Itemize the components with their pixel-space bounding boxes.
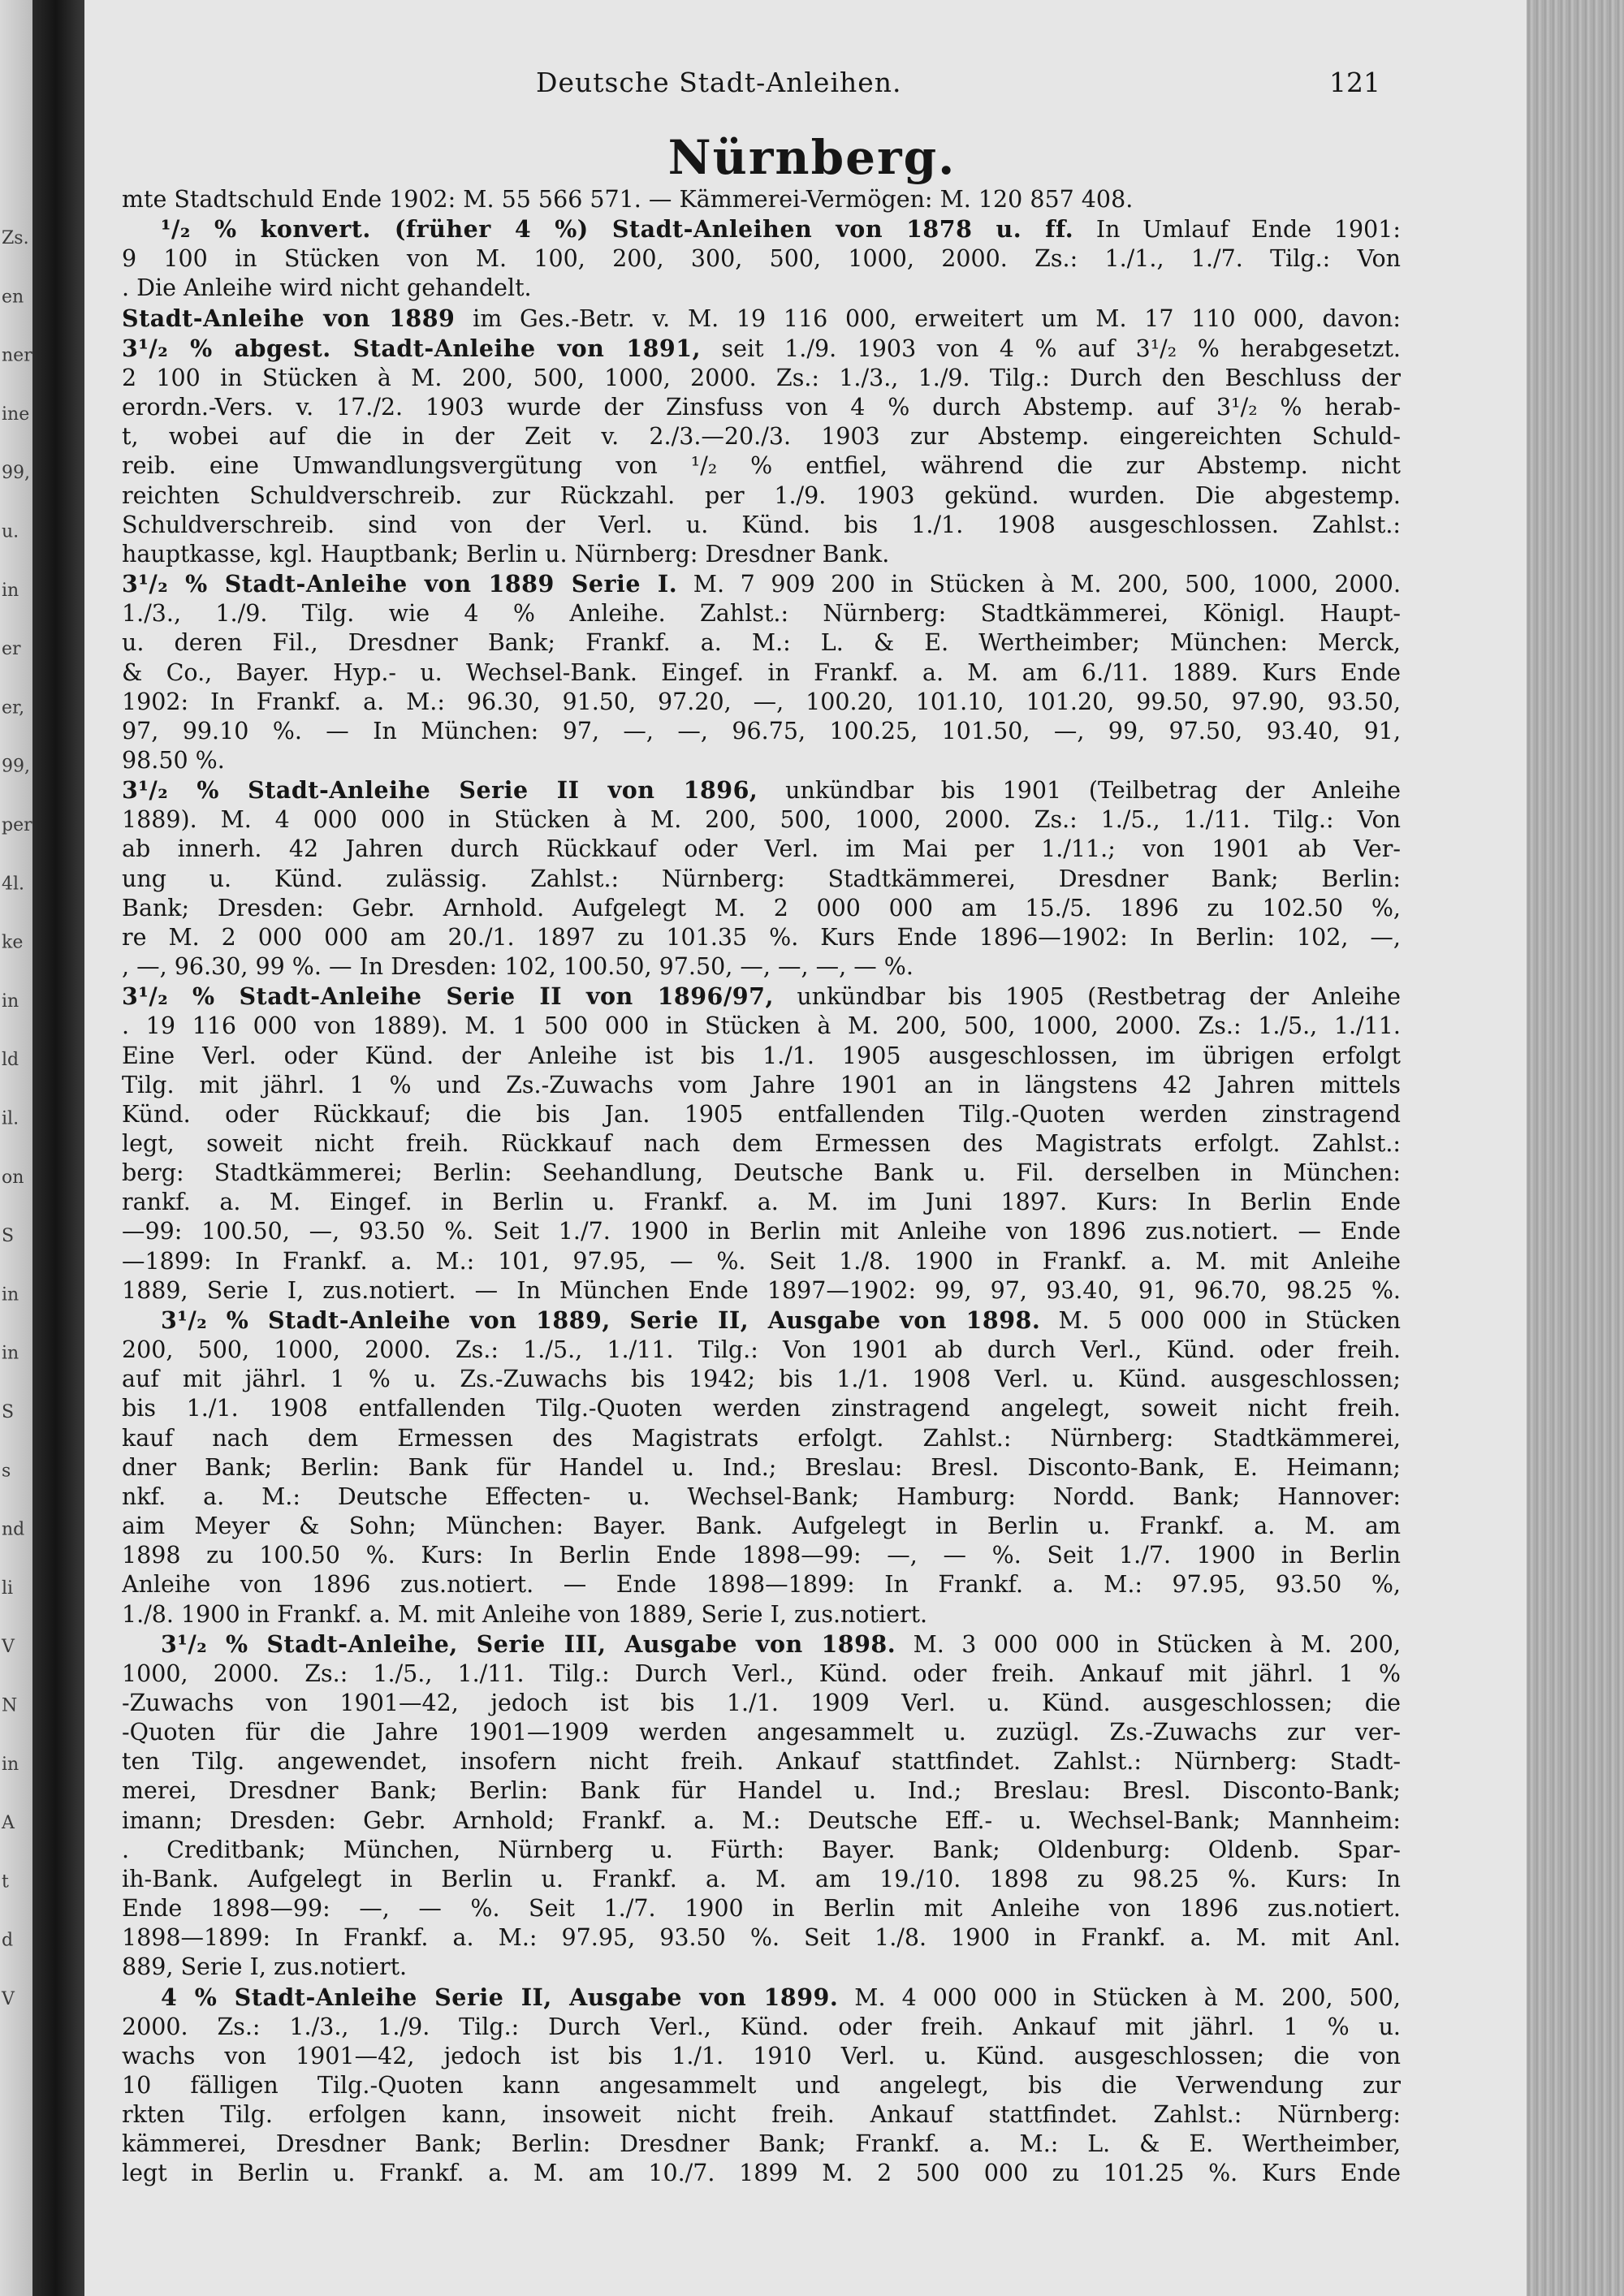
text-line bbox=[122, 1865, 1401, 1894]
running-title: Deutsche Stadt-Anleihen. bbox=[536, 67, 902, 98]
line-text: seit 1./9. 1903 von 4 % auf 3¹/₂ % herabgesetzt. bbox=[701, 334, 1401, 362]
line-text: 889, Serie I, zus.notiert. bbox=[122, 1953, 408, 1981]
margin-fragment: li bbox=[2, 1577, 14, 1599]
line-text: dner Bank; Berlin: Bank für Handel u. Ind.; Breslau: Bresl. Disconto-Bank, E. Heimann; bbox=[122, 1453, 1401, 1481]
text-line bbox=[122, 304, 1401, 334]
line-text: 9 100 in Stücken von M. 100, 200, 300, 500, 1000, 2000. Zs.: 1./1., 1./7. Tilg.: Von bbox=[122, 245, 1401, 273]
text-line bbox=[122, 1306, 1401, 1336]
text-line bbox=[122, 1570, 1401, 1599]
line-text: u. deren Fil., Dresdner Bank; Frankf. a. M.: L. & E. Wertheimber; München: Merck, bbox=[122, 629, 1401, 657]
text-line bbox=[122, 2042, 1401, 2071]
line-text: & Co., Bayer. Hyp.- u. Wechsel-Bank. Eingef. in Frankf. a. M. am 6./11. 1889. Kurs Ende bbox=[122, 658, 1401, 686]
line-text: Eine Verl. oder Künd. der Anleihe ist bis 1./1. 1905 ausgeschlossen, im übrigen erfolgt bbox=[122, 1042, 1401, 1069]
text-line bbox=[122, 894, 1401, 923]
text-line bbox=[122, 865, 1401, 894]
book-binding bbox=[0, 0, 32, 2296]
line-text: Bank; Dresden: Gebr. Arnhold. Aufgelegt M. 2 000 000 am 15./5. 1896 zu 102.50 %, bbox=[122, 894, 1401, 921]
loan-heading: 3¹/₂ % abgest. Stadt-Anleihe von 1891, bbox=[122, 334, 702, 362]
line-text: . Die Anleihe wird nicht gehandelt. bbox=[122, 274, 532, 302]
line-text: -Quoten für die Jahre 1901—1909 werden angesammelt u. zuzügl. Zs.-Zuwachs zur ver- bbox=[122, 1719, 1401, 1746]
text-line bbox=[122, 451, 1401, 481]
text-line bbox=[122, 1276, 1401, 1306]
text-line bbox=[122, 1923, 1401, 1953]
text-line bbox=[122, 481, 1401, 511]
text-line bbox=[122, 805, 1401, 835]
line-text: imann; Dresden: Gebr. Arnhold; Frankf. a. M.: Deutsche Eff.- u. Wechsel-Bank; Mannheim: bbox=[122, 1806, 1401, 1834]
line-text: M. 5 000 000 in Stücken bbox=[1040, 1306, 1401, 1334]
text-line bbox=[122, 688, 1401, 717]
margin-fragment: 99, bbox=[2, 463, 30, 484]
line-text: 97, 99.10 %. — In München: 97, —, —, 96.75, 100.25, 101.50, —, 99, 97.50, 93.40, 91, bbox=[122, 717, 1401, 744]
margin-fragment: nd bbox=[2, 1519, 25, 1540]
text-line bbox=[122, 2071, 1401, 2100]
margin-fragment: er bbox=[2, 639, 21, 660]
loan-heading: 3¹/₂ % Stadt-Anleihe von 1889 Serie I. bbox=[122, 570, 678, 598]
line-text: auf mit jährl. 1 % u. Zs.-Zuwachs bis 1942; bis 1./1. 1908 Verl. u. Künd. ausgeschlossen; bbox=[122, 1366, 1401, 1393]
loan-heading: 3¹/₂ % Stadt-Anleihe Serie II von 1896, bbox=[122, 776, 758, 805]
line-text: —99: 100.50, —, 93.50 %. Seit 1./7. 1900 in Berlin mit Anleihe von 1896 zus.notiert. — Ende bbox=[122, 1218, 1401, 1245]
text-line bbox=[122, 746, 1401, 775]
loan-heading: ¹/₂ % konvert. (früher 4 %) Stadt-Anleihen von 1878 u. ff. bbox=[161, 215, 1074, 244]
text-line bbox=[122, 1718, 1401, 1747]
margin-fragment: V bbox=[2, 1989, 15, 2009]
text-line bbox=[122, 244, 1401, 274]
text-line bbox=[122, 1071, 1401, 1100]
line-text: M. 3 000 000 in Stücken à M. 200, bbox=[896, 1630, 1401, 1658]
text-line bbox=[122, 2130, 1401, 2159]
city-heading: Nürnberg. bbox=[667, 130, 957, 185]
margin-fragment: 4l. bbox=[2, 874, 25, 895]
body-text bbox=[122, 185, 1401, 2189]
text-line bbox=[122, 1453, 1401, 1482]
text-line bbox=[122, 569, 1401, 599]
loan-heading: 3¹/₂ % Stadt-Anleihe, Serie III, Ausgabe von 1898. bbox=[161, 1629, 896, 1658]
margin-fragment: ine bbox=[2, 404, 30, 425]
line-text: ih-Bank. Aufgelegt in Berlin u. Frankf. a. M. am 19./10. 1898 zu 98.25 %. Kurs: In bbox=[122, 1865, 1401, 1892]
line-text: im Ges.-Betr. v. M. 19 116 000, erweitert um M. 17 110 000, davon: bbox=[455, 304, 1401, 332]
line-text: 1000, 2000. Zs.: 1./5., 1./11. Tilg.: Durch Verl., Künd. oder freih. Ankauf mit jährl. 1 % bbox=[122, 1659, 1401, 1687]
loan-heading: 4 % Stadt-Anleihe Serie II, Ausgabe von 1899. bbox=[161, 1983, 839, 2011]
text-line bbox=[122, 1336, 1401, 1365]
text-line bbox=[122, 274, 1401, 303]
line-text: . 19 116 000 von 1889). M. 1 500 000 in Stücken à M. 200, 500, 1000, 2000. Zs.: 1./5., 1./11. bbox=[122, 1012, 1401, 1040]
line-text: reib. eine Umwandlungsvergütung von ¹/₂ % entfiel, während die zur Abstemp. nicht bbox=[122, 452, 1401, 480]
margin-fragment: N bbox=[2, 1695, 18, 1716]
line-text: Ende 1898—99: —, — %. Seit 1./7. 1900 in Berlin mit Anleihe von 1896 zus.notiert. bbox=[122, 1895, 1401, 1923]
text-line bbox=[122, 1600, 1401, 1629]
text-line bbox=[122, 1424, 1401, 1453]
text-line bbox=[122, 1541, 1401, 1570]
loan-heading: 3¹/₂ % Stadt-Anleihe Serie II von 1896/97, bbox=[122, 982, 774, 1011]
loan-heading: Stadt-Anleihe von 1889 bbox=[122, 304, 456, 332]
line-text: Anleihe von 1896 zus.notiert. — Ende 1898—1899: In Frankf. a. M.: 97.95, 93.50 %, bbox=[122, 1571, 1401, 1599]
page-number: 121 bbox=[1329, 67, 1380, 98]
text-line bbox=[122, 1188, 1401, 1217]
margin-fragment: en bbox=[2, 287, 24, 308]
margin-fragment: ke bbox=[2, 932, 24, 953]
line-text: erordn.-Vers. v. 17./2. 1903 wurde der Zinsfuss von 4 % durch Abstemp. auf 3¹/₂ % herab- bbox=[122, 394, 1401, 421]
margin-fragment: 99, bbox=[2, 756, 30, 777]
text-line bbox=[122, 1394, 1401, 1423]
running-head bbox=[536, 67, 1380, 107]
line-text: 1889). M. 4 000 000 in Stücken à M. 200, 500, 1000, 2000. Zs.: 1./5., 1./11. Tilg.: Von bbox=[122, 806, 1401, 834]
line-text: , —, 96.30, 99 %. — In Dresden: 102, 100.50, 97.50, —, —, —, — %. bbox=[122, 953, 914, 981]
line-text: 1./3., 1./9. Tilg. wie 4 % Anleihe. Zahlst.: Nürnberg: Stadtkämmerei, Königl. Haupt- bbox=[122, 600, 1401, 628]
text-line bbox=[122, 1747, 1401, 1776]
line-text: Künd. oder Rückkauf; die bis Jan. 1905 entfallenden Tilg.-Quoten werden zinstragend bbox=[122, 1100, 1401, 1128]
line-text: Tilg. mit jährl. 1 % und Zs.-Zuwachs vom Jahre 1901 an in längstens 42 Jahren mittels bbox=[122, 1071, 1401, 1098]
line-text: kämmerei, Dresdner Bank; Berlin: Dresdner Bank; Frankf. a. M.: L. & E. Wertheimber, bbox=[122, 2130, 1401, 2158]
line-text: ung u. Künd. zulässig. Zahlst.: Nürnberg: Stadtkämmerei, Dresdner Bank; Berlin: bbox=[122, 865, 1401, 892]
text-line bbox=[122, 1776, 1401, 1806]
line-text: 1./8. 1900 in Frankf. a. M. mit Anleihe von 1889, Serie I, zus.notiert. bbox=[122, 1600, 928, 1628]
margin-fragment: ner bbox=[2, 345, 32, 366]
line-text: Schuldverschreib. sind von der Verl. u. Künd. bis 1./1. 1908 ausgeschlossen. Zahlst.: bbox=[122, 511, 1401, 538]
line-text: unkündbar bis 1905 (Restbetrag der Anleihe bbox=[773, 983, 1401, 1011]
line-text: mte Stadtschuld Ende 1902: M. 55 566 571. — Kämmerei-Vermögen: M. 120 857 408. bbox=[122, 186, 1134, 213]
line-text: merei, Dresdner Bank; Berlin: Bank für Handel u. Ind.; Breslau: Bresl. Disconto-Bank; bbox=[122, 1777, 1401, 1805]
margin-fragment: t bbox=[2, 1871, 9, 1892]
margin-fragment: in bbox=[2, 990, 19, 1012]
margin-fragment: V bbox=[2, 1637, 15, 1658]
line-text: bis 1./1. 1908 entfallenden Tilg.-Quoten werden zinstragend angelegt, soweit nicht freih. bbox=[122, 1395, 1401, 1422]
text-line bbox=[122, 2159, 1401, 2188]
line-text: rankf. a. M. Eingef. in Berlin u. Frankf. a. M. im Juni 1897. Kurs: In Berlin Ende bbox=[122, 1189, 1401, 1216]
margin-fragment: u. bbox=[2, 521, 19, 542]
text-line bbox=[122, 1629, 1401, 1659]
text-line bbox=[122, 334, 1401, 364]
text-line bbox=[122, 952, 1401, 982]
gutter-shadow bbox=[32, 0, 84, 2296]
text-line bbox=[122, 214, 1401, 244]
line-text: aim Meyer & Sohn; München: Bayer. Bank. Aufgelegt in Berlin u. Frankf. a. M. am bbox=[122, 1513, 1401, 1540]
text-line bbox=[122, 1247, 1401, 1276]
line-text: M. 7 909 200 in Stücken à M. 200, 500, 1000, 2000. bbox=[677, 571, 1401, 598]
line-text: wachs von 1901—42, jedoch ist bis 1./1. 1910 Verl. u. Künd. ausgeschlossen; die von bbox=[122, 2042, 1401, 2069]
text-line bbox=[122, 1159, 1401, 1188]
margin-fragment: in bbox=[2, 1754, 19, 1775]
text-line bbox=[122, 364, 1401, 393]
text-line bbox=[122, 982, 1401, 1012]
text-line bbox=[122, 540, 1401, 569]
text-line bbox=[122, 1836, 1401, 1865]
line-text: re M. 2 000 000 am 20./1. 1897 zu 101.35 %. Kurs Ende 1896—1902: In Berlin: 102, —, bbox=[122, 923, 1401, 951]
margin-fragment: ld bbox=[2, 1050, 19, 1071]
margin-fragment: S bbox=[2, 1402, 15, 1422]
line-text: . Creditbank; München, Nürnberg u. Fürth: Bayer. Bank; Oldenburg: Oldenb. Spar- bbox=[122, 1836, 1401, 1863]
line-text: M. 4 000 000 in Stücken à M. 200, 500, bbox=[838, 1983, 1401, 2011]
text-line bbox=[122, 1689, 1401, 1718]
line-text: rkten Tilg. erfolgen kann, insoweit nicht freih. Ankauf stattfindet. Zahlst.: Nürnberg: bbox=[122, 2101, 1401, 2129]
text-line bbox=[122, 393, 1401, 422]
line-text: nkf. a. M.: Deutsche Effecten- u. Wechsel-Bank; Hamburg: Nordd. Bank; Hannover: bbox=[122, 1482, 1401, 1510]
text-line bbox=[122, 775, 1401, 805]
line-text: unkündbar bis 1901 (Teilbetrag der Anleihe bbox=[758, 777, 1401, 805]
margin-fragment: in bbox=[2, 1284, 19, 1306]
margin-fragment: il. bbox=[2, 1108, 19, 1129]
text-line bbox=[122, 1512, 1401, 1541]
text-line bbox=[122, 1042, 1401, 1071]
margin-fragment: in bbox=[2, 580, 19, 601]
margin-fragment: Zs. bbox=[2, 228, 29, 248]
line-text: legt, soweit nicht freih. Rückkauf nach dem Ermessen des Magistrats erfolgt. Zahlst.: bbox=[122, 1130, 1401, 1157]
line-text: 98.50 %. bbox=[122, 746, 225, 774]
line-text: 2000. Zs.: 1./3., 1./9. Tilg.: Durch Verl., Künd. oder freih. Ankauf mit jährl. 1 % u. bbox=[122, 2013, 1401, 2040]
text-line bbox=[122, 1953, 1401, 1982]
text-line bbox=[122, 835, 1401, 864]
text-line bbox=[122, 1012, 1401, 1041]
line-text: 1902: In Frankf. a. M.: 96.30, 91.50, 97.20, —, 100.20, 101.10, 101.20, 99.50, 97.90, 93.50, bbox=[122, 688, 1401, 715]
margin-fragment: in bbox=[2, 1343, 19, 1364]
line-text: ten Tilg. angewendet, insofern nicht freih. Ankauf stattfindet. Zahlst.: Nürnberg: Stadt- bbox=[122, 1748, 1401, 1776]
text-line bbox=[122, 1983, 1401, 2013]
text-line bbox=[122, 1365, 1401, 1394]
line-text: —1899: In Frankf. a. M.: 101, 97.95, — %. Seit 1./8. 1900 in Frankf. a. M. mit Anleihe bbox=[122, 1247, 1401, 1275]
margin-fragment: S bbox=[2, 1226, 15, 1247]
text-line bbox=[122, 1217, 1401, 1246]
text-line bbox=[122, 1100, 1401, 1129]
loan-heading: 3¹/₂ % Stadt-Anleihe von 1889, Serie II, Ausgabe von 1898. bbox=[161, 1306, 1041, 1334]
line-text: 1898—1899: In Frankf. a. M.: 97.95, 93.50 %. Seit 1./8. 1900 in Frankf. a. M. mit Anl. bbox=[122, 1924, 1401, 1952]
margin-fragment: er, bbox=[2, 697, 25, 719]
line-text: berg: Stadtkämmerei; Berlin: Seehandlung, Deutsche Bank u. Fil. derselben in München: bbox=[122, 1159, 1401, 1187]
margin-fragment: per bbox=[2, 815, 32, 835]
line-text: 1889, Serie I, zus.notiert. — In München Ende 1897—1902: 99, 97, 93.40, 91, 96.70, 98.25 %. bbox=[122, 1276, 1401, 1304]
text-line bbox=[122, 628, 1401, 658]
margin-fragment: on bbox=[2, 1167, 24, 1188]
text-line bbox=[122, 717, 1401, 746]
text-line bbox=[122, 185, 1401, 214]
line-text: hauptkasse, kgl. Hauptbank; Berlin u. Nürnberg: Dresdner Bank. bbox=[122, 540, 890, 568]
text-line bbox=[122, 923, 1401, 952]
text-line bbox=[122, 422, 1401, 451]
line-text: 2 100 in Stücken à M. 200, 500, 1000, 2000. Zs.: 1./3., 1./9. Tilg.: Durch den Beschluss der bbox=[122, 364, 1401, 391]
line-text: reichten Schuldverschreib. zur Rückzahl. per 1./9. 1903 gekünd. wurden. Die abgestemp. bbox=[122, 481, 1401, 509]
text-line bbox=[122, 511, 1401, 540]
text-line bbox=[122, 1894, 1401, 1923]
line-text: In Umlauf Ende 1901: bbox=[1073, 216, 1401, 244]
line-text: legt in Berlin u. Frankf. a. M. am 10./7. 1899 M. 2 500 000 zu 101.25 %. Kurs Ende bbox=[122, 2160, 1401, 2187]
margin-fragment: d bbox=[2, 1930, 14, 1951]
line-text: t, wobei auf die in der Zeit v. 2./3.—20./3. 1903 zur Abstemp. eingereichten Schuld- bbox=[122, 423, 1401, 451]
text-line bbox=[122, 2100, 1401, 2130]
text-line bbox=[122, 1129, 1401, 1159]
line-text: 1898 zu 100.50 %. Kurs: In Berlin Ende 1898—99: —, — %. Seit 1./7. 1900 in Berlin bbox=[122, 1542, 1401, 1569]
line-text: 200, 500, 1000, 2000. Zs.: 1./5., 1./11. Tilg.: Von 1901 ab durch Verl., Künd. oder freih. bbox=[122, 1336, 1401, 1364]
page-edge-stack bbox=[1527, 0, 1624, 2296]
line-text: -Zuwachs von 1901—42, jedoch ist bis 1./1. 1909 Verl. u. Künd. ausgeschlossen; die bbox=[122, 1689, 1401, 1716]
text-line bbox=[122, 1482, 1401, 1512]
text-line bbox=[122, 658, 1401, 688]
margin-fragment: s bbox=[2, 1461, 11, 1482]
line-text: 10 fälligen Tilg.-Quoten kann angesammelt und angelegt, bis die Verwendung zur bbox=[122, 2072, 1401, 2099]
text-line bbox=[122, 2013, 1401, 2042]
margin-fragment: A bbox=[2, 1813, 15, 1834]
line-text: ab innerh. 42 Jahren durch Rückkauf oder Verl. im Mai per 1./11.; von 1901 ab Ver- bbox=[122, 835, 1401, 863]
text-line bbox=[122, 1806, 1401, 1836]
text-line bbox=[122, 599, 1401, 628]
line-text: kauf nach dem Ermessen des Magistrats erfolgt. Zahlst.: Nürnberg: Stadtkämmerei, bbox=[122, 1424, 1401, 1452]
text-line bbox=[122, 1659, 1401, 1689]
